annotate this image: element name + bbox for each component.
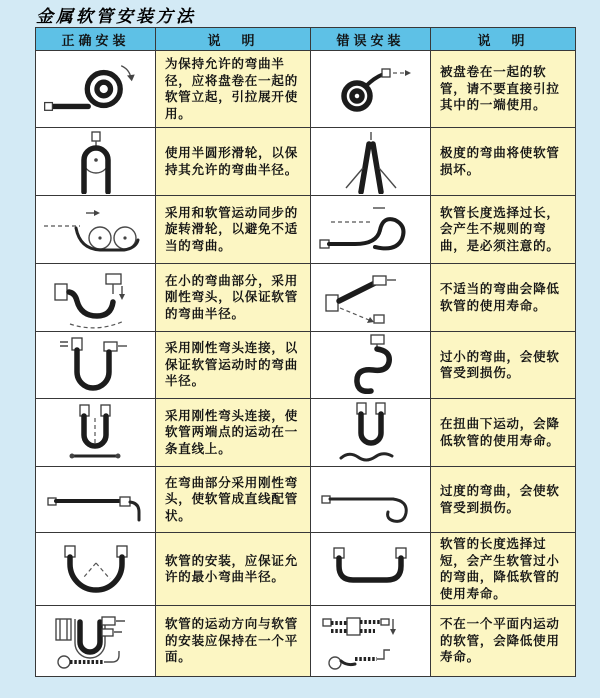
rigid-elbow-u-connection-icon — [42, 334, 150, 396]
wrong-description: 极度的弯曲将使软管损坏。 — [431, 128, 576, 196]
motion-in-one-plane-assembly-icon — [42, 609, 150, 673]
header-correct-install: 正确安装 — [36, 28, 156, 51]
twisted-motion-u-icon — [317, 401, 425, 465]
table-row — [36, 606, 576, 677]
coiled-hose-stood-upright-unrolled-icon — [40, 58, 152, 120]
rigid-elbow-at-small-bend-icon — [42, 266, 150, 330]
endpoints-move-on-straight-line-icon — [42, 402, 150, 464]
correct-description: 在弯曲部分采用刚性弯头，使软管成直线配管状。 — [156, 467, 311, 533]
extreme-bend-hanging-hose-icon — [316, 130, 426, 194]
straight-piping-with-elbow-icon — [42, 471, 150, 529]
hose-over-semicircular-pulley-icon — [41, 130, 151, 194]
correct-illustration-cell — [36, 399, 156, 467]
wrong-illustration-cell — [311, 467, 431, 533]
correct-description: 软管的安装，应保证允许的最小弯曲半径。 — [156, 533, 311, 606]
correct-description: 使用半圆形滑轮，以保持其允许的弯曲半径。 — [156, 128, 311, 196]
table-row — [36, 51, 576, 128]
table-row — [36, 533, 576, 606]
overlong-hose-irregular-loop-icon — [317, 200, 425, 260]
header-wrong-install: 错误安装 — [311, 28, 431, 51]
correct-illustration-cell — [36, 196, 156, 264]
wrong-illustration-cell — [311, 51, 431, 128]
table-row — [36, 399, 576, 467]
wrong-description: 不适当的弯曲会降低软管的使用寿命。 — [431, 264, 576, 332]
improper-sharp-bend-icon — [319, 267, 423, 329]
correct-description: 在小的弯曲部分，采用刚性弯头，以保证软管的弯曲半径。 — [156, 264, 311, 332]
wrong-description: 被盘卷在一起的软管，请不要直接引拉其中的一端使用。 — [431, 51, 576, 128]
wrong-illustration-cell — [311, 606, 431, 677]
correct-description: 采用刚性弯头连接，使软管两端点的运动在一条直线上。 — [156, 399, 311, 467]
wrong-description: 过度的弯曲，会使软管受到损伤。 — [431, 467, 576, 533]
correct-illustration-cell — [36, 332, 156, 399]
correct-illustration-cell — [36, 264, 156, 332]
wrong-illustration-cell — [311, 332, 431, 399]
installation-guide-table — [35, 27, 576, 677]
table-row — [36, 128, 576, 196]
wrong-illustration-cell — [311, 264, 431, 332]
table-row — [36, 264, 576, 332]
correct-description: 软管的运动方向与软管的安装应保持在一个平面。 — [156, 606, 311, 677]
correct-illustration-cell — [36, 533, 156, 606]
correct-description: 采用刚性弯头连接，以保证软管运动时的弯曲半径。 — [156, 332, 311, 399]
minimum-bend-radius-u-icon — [42, 541, 150, 597]
table-row — [36, 196, 576, 264]
header-description-1: 说 明 — [156, 28, 311, 51]
header-description-2: 说 明 — [431, 28, 576, 51]
table-row — [36, 467, 576, 533]
coiled-hose-pulled-directly-icon — [321, 60, 421, 118]
wrong-illustration-cell — [311, 128, 431, 196]
wrong-description: 软管的长度选择过短，会产生软管过小的弯曲，降低软管的使用寿命。 — [431, 533, 576, 606]
table-row — [36, 332, 576, 399]
too-short-hose-flat-u-icon — [317, 541, 425, 597]
excessive-bend-hook-icon — [317, 471, 425, 529]
correct-illustration-cell — [36, 467, 156, 533]
correct-description: 为保持允许的弯曲半径，应将盘卷在一起的软管立起，引拉展开使用。 — [156, 51, 311, 128]
correct-illustration-cell — [36, 128, 156, 196]
synchronized-rotating-pulleys-icon — [40, 200, 152, 260]
wrong-illustration-cell — [311, 533, 431, 606]
header-row — [36, 28, 576, 51]
wrong-description: 在扭曲下运动，会降低软管的使用寿命。 — [431, 399, 576, 467]
wrong-description: 不在一个平面内运动的软管，会降低使用寿命。 — [431, 606, 576, 677]
wrong-description: 软管长度选择过长，会产生不规则的弯曲，是必须注意的。 — [431, 196, 576, 264]
too-small-bend-hook-icon — [319, 333, 423, 397]
correct-illustration-cell — [36, 51, 156, 128]
wrong-illustration-cell — [311, 399, 431, 467]
correct-description: 采用和软管运动同步的旋转滑轮，以避免不适当的弯曲。 — [156, 196, 311, 264]
page-title: 金属软管安装方法 — [36, 7, 196, 26]
out-of-plane-motion-assembly-icon — [319, 609, 423, 673]
wrong-illustration-cell — [311, 196, 431, 264]
wrong-description: 过小的弯曲，会使软管受到损伤。 — [431, 332, 576, 399]
correct-illustration-cell — [36, 606, 156, 677]
